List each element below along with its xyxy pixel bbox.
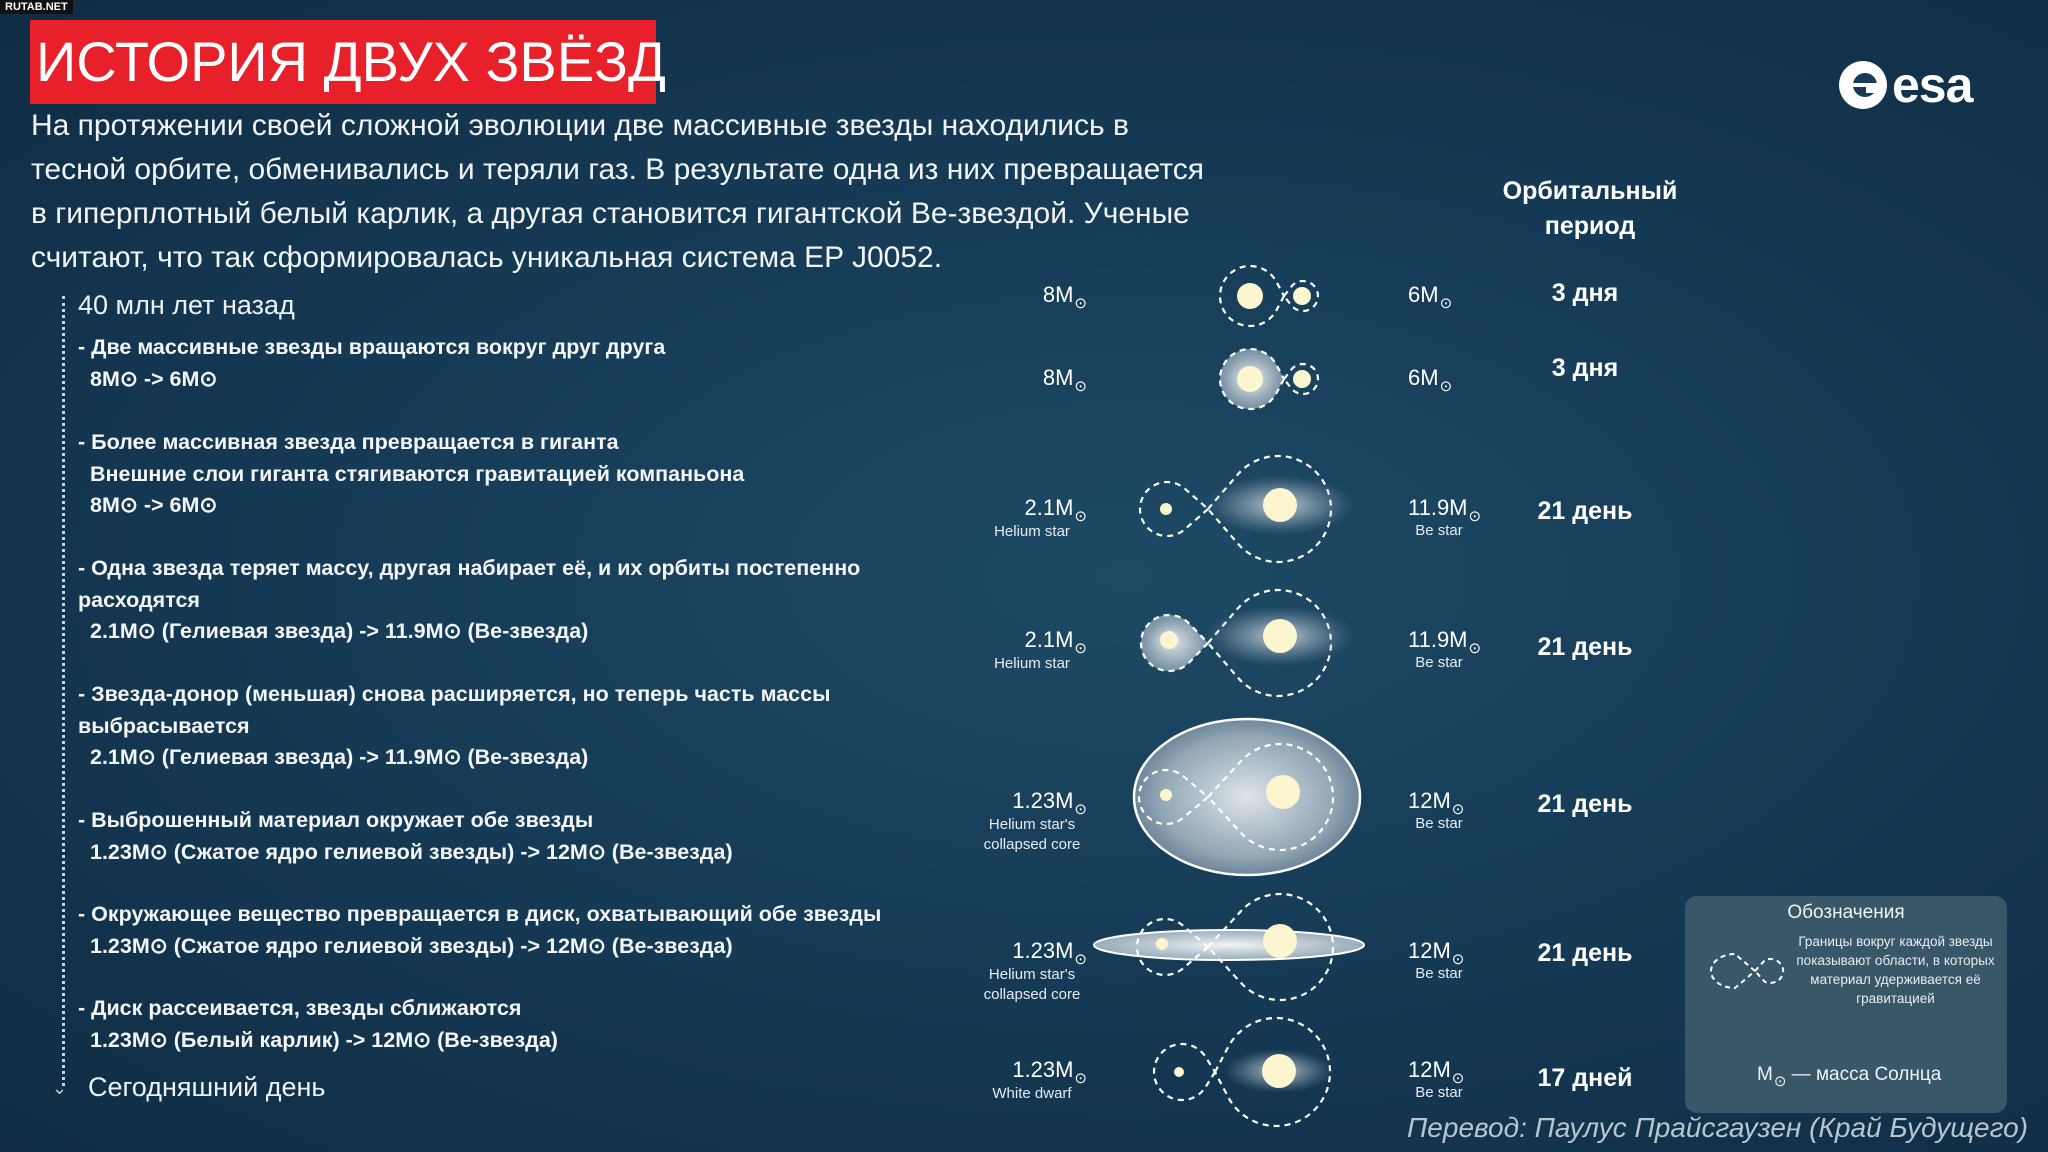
timeline-start: 40 млн лет назад xyxy=(78,290,295,320)
star xyxy=(1174,1067,1184,1077)
mass-unit-text: — масса Солнца xyxy=(1791,1064,1942,1085)
left-star-mass xyxy=(1012,788,1087,818)
star xyxy=(1160,789,1172,801)
sun-symbol-icon: ⊙ xyxy=(1451,801,1465,818)
sun-symbol-icon: ⊙ xyxy=(1439,378,1453,395)
left-star-mass xyxy=(1012,938,1087,968)
mass-value: 11.9M xyxy=(1408,495,1468,520)
sun-symbol-icon: ⊙ xyxy=(1074,378,1087,395)
roche-lobe-outline xyxy=(1208,456,1331,562)
step-masses: 1.23M⊙ (Сжатое ядро гелиевой звезды) -> 12M⊙ (Be-звезда) xyxy=(90,933,733,958)
timeline-end: Сегодняшний день xyxy=(88,1072,326,1102)
timeline-step xyxy=(78,553,860,648)
right-star-type: Be star xyxy=(1415,1084,1463,1101)
timeline-step xyxy=(78,332,665,395)
step-masses: 1.23M⊙ (Сжатое ядро гелиевой звезды) -> 12M⊙ (Be-звезда) xyxy=(90,839,733,864)
orbital-period: 21 день xyxy=(1537,497,1633,525)
sun-symbol-icon: ⊙ xyxy=(1468,640,1482,657)
step-text: - Окружающее вещество превращается в диск, охватывающий обе звезды xyxy=(78,902,882,926)
mass-value: 8M xyxy=(1042,282,1074,307)
step-text: Внешние слои гиганта стягиваются гравитацией компаньона xyxy=(90,461,745,486)
sun-symbol-icon: ⊙ xyxy=(1439,295,1453,312)
left-star-mass xyxy=(1043,282,1087,312)
timeline-line xyxy=(62,296,65,1086)
orbital-period: 17 дней xyxy=(1537,1064,1633,1092)
orbital-period: 21 день xyxy=(1537,790,1633,818)
page-title: ИСТОРИЯ ДВУХ ЗВЁЗД xyxy=(36,30,666,93)
left-star-mass xyxy=(1025,627,1088,657)
sun-symbol-icon: ⊙ xyxy=(1074,1070,1087,1087)
step-masses: 8M⊙ -> 6M⊙ xyxy=(90,493,218,517)
timeline-step xyxy=(78,993,558,1056)
esa-logo-text: esa xyxy=(1892,57,1973,113)
step-text: - Звезда-донор (меньшая) снова расширяется, но теперь часть массы xyxy=(78,682,831,706)
timeline-step xyxy=(78,427,744,522)
mass-value: 12M xyxy=(1408,938,1451,963)
sun-symbol-icon: ⊙ xyxy=(1468,508,1482,525)
mass-value: 1.23M xyxy=(1012,1057,1074,1082)
sun-symbol-icon: ⊙ xyxy=(1451,1070,1465,1087)
step-masses: 8M⊙ -> 6M⊙ xyxy=(90,366,218,391)
mass-value: 6M xyxy=(1408,365,1439,390)
mass-value: 11.9M xyxy=(1408,627,1468,652)
period-header-line: период xyxy=(1544,212,1636,240)
star-glow xyxy=(1224,1049,1334,1093)
period-header-line: Орбитальный xyxy=(1502,177,1678,205)
left-star-type: Helium star's collapsed core xyxy=(983,966,1081,1003)
roche-lobe-icon xyxy=(1701,946,1791,996)
left-star-type: Helium star xyxy=(994,655,1070,672)
roche-lobe-outline xyxy=(1208,744,1333,850)
star-glow xyxy=(1145,622,1193,658)
mass-value: 8M xyxy=(1042,365,1074,390)
roche-lobe-outline xyxy=(1141,615,1208,671)
period-column-header xyxy=(1480,174,1700,244)
circumbinary-disk xyxy=(1094,930,1364,960)
right-star-type: Be star xyxy=(1415,815,1463,832)
roche-lobe-outline xyxy=(1139,770,1208,824)
legend-mass-unit xyxy=(1757,1064,1941,1090)
roche-lobe-outline xyxy=(1208,590,1331,696)
esa-logo xyxy=(1838,56,1972,114)
mass-value: 1.23M xyxy=(1012,938,1074,963)
mass-value: 1.23M xyxy=(1012,788,1074,813)
roche-lobe-outline xyxy=(1137,919,1208,975)
mass-value: 2.1M xyxy=(1024,495,1074,520)
timeline-arrow-icon: ⌄ xyxy=(52,1078,68,1098)
sun-symbol-icon: ⊙ xyxy=(1074,951,1087,968)
timeline-step xyxy=(78,679,830,774)
roche-lobe-outline xyxy=(1154,1044,1215,1100)
roche-lobe-outline xyxy=(1220,349,1284,409)
sun-symbol-icon: ⊙ xyxy=(1074,640,1087,657)
orbital-period: 3 дня xyxy=(1551,354,1619,382)
step-masses: 2.1M⊙ (Гелиевая звезда) -> 11.9M⊙ (Be-звезда) xyxy=(90,745,589,769)
sun-symbol-icon: ⊙ xyxy=(1074,508,1087,525)
step-text: - Выброшенный материал окружает обе звезды xyxy=(78,808,594,832)
timeline-step xyxy=(78,899,881,962)
orbital-period: 3 дня xyxy=(1551,279,1619,307)
roche-lobe-outline xyxy=(1215,1018,1330,1126)
mass-value: 12M xyxy=(1408,1057,1451,1082)
translation-credit: Перевод: Паулус Прайсгаузен (Край Будущего) xyxy=(1407,1112,2028,1143)
sun-symbol-icon: ⊙ xyxy=(1074,801,1087,818)
orbital-period: 21 день xyxy=(1537,633,1633,661)
sun-symbol-icon: ⊙ xyxy=(1451,951,1465,968)
star-glow xyxy=(1205,475,1355,535)
step-text: - Две массивные звезды вращаются вокруг друг друга xyxy=(78,335,666,359)
mass-value: 6M xyxy=(1408,282,1439,307)
left-star-mass xyxy=(1025,495,1088,525)
legend-panel xyxy=(1685,896,2007,1113)
star-glow xyxy=(1205,606,1355,666)
left-star-type: Helium star xyxy=(994,523,1070,540)
intro-line: в гиперплотный белый карлик, а другая становится гигантской Be-звездой. Ученые xyxy=(31,197,1190,230)
right-star-mass xyxy=(1408,365,1452,395)
step-text: - Диск рассеивается, звезды сближаются xyxy=(78,996,522,1020)
star xyxy=(1160,503,1172,515)
left-star-mass xyxy=(1043,365,1087,395)
step-text: выбрасывается xyxy=(78,713,250,738)
right-star-mass xyxy=(1408,282,1452,312)
right-star-mass xyxy=(1408,788,1464,818)
star xyxy=(1293,370,1311,388)
step-text: - Одна звезда теряет массу, другая набирает её, и их орбиты постепенно xyxy=(78,556,861,580)
orbital-period: 21 день xyxy=(1537,939,1633,967)
mass-symbol: M xyxy=(1757,1064,1773,1085)
right-star-mass xyxy=(1408,627,1481,657)
star xyxy=(1263,488,1297,522)
star xyxy=(1262,1054,1296,1088)
star xyxy=(1160,631,1178,649)
right-star-type: Be star xyxy=(1415,654,1463,671)
star xyxy=(1237,283,1263,309)
star xyxy=(1263,619,1297,653)
roche-lobe-outline xyxy=(1140,482,1208,536)
right-star-mass xyxy=(1408,1057,1464,1087)
right-star-type: Be star xyxy=(1415,965,1463,982)
star xyxy=(1266,775,1300,809)
roche-lobe-outline xyxy=(1284,281,1318,311)
right-star-mass xyxy=(1408,938,1464,968)
sun-symbol-icon: ⊙ xyxy=(1773,1073,1787,1090)
legend-title: Обозначения xyxy=(1787,902,1905,923)
left-star-mass xyxy=(1012,1057,1087,1087)
intro-line: тесной орбите, обменивались и теряли газ. В результате одна из них превращается xyxy=(31,153,1204,186)
watermark: RUTAB.NET xyxy=(0,0,73,14)
sun-symbol-icon: ⊙ xyxy=(1074,295,1087,312)
star-glow xyxy=(1220,355,1280,403)
intro-line: На протяжении своей сложной эволюции две массивные звезды находились в xyxy=(31,109,1129,142)
intro-paragraph xyxy=(31,104,1331,280)
step-masses: 1.23M⊙ (Белый карлик) -> 12M⊙ (Be-звезда) xyxy=(90,1027,558,1052)
right-star-mass xyxy=(1408,495,1481,525)
ejected-material-cloud xyxy=(1134,719,1360,875)
star xyxy=(1237,366,1263,392)
legend-description: Границы вокруг каждой звезды показывают области, в которых материал удерживается её гравитацией xyxy=(1796,934,1995,1006)
timeline-step xyxy=(78,805,733,868)
left-star-type: White dwarf xyxy=(992,1085,1072,1102)
star xyxy=(1156,938,1168,950)
left-star-type: Helium star's collapsed core xyxy=(983,816,1081,853)
esa-logo-icon xyxy=(1838,60,1888,110)
step-masses: 2.1M⊙ (Гелиевая звезда) -> 11.9M⊙ (Be-звезда) xyxy=(90,619,589,643)
mass-value: 2.1M xyxy=(1024,627,1074,652)
right-star-type: Be star xyxy=(1415,522,1463,539)
star xyxy=(1263,924,1297,958)
roche-lobe-outline xyxy=(1208,894,1333,1000)
intro-line: считают, что так сформировалась уникальная система EP J0052. xyxy=(31,241,943,274)
step-text: расходятся xyxy=(78,587,200,612)
mass-value: 12M xyxy=(1408,788,1451,813)
roche-lobe-outline xyxy=(1284,364,1318,394)
step-text: - Более массивная звезда превращается в гиганта xyxy=(78,430,619,454)
star xyxy=(1293,287,1311,305)
